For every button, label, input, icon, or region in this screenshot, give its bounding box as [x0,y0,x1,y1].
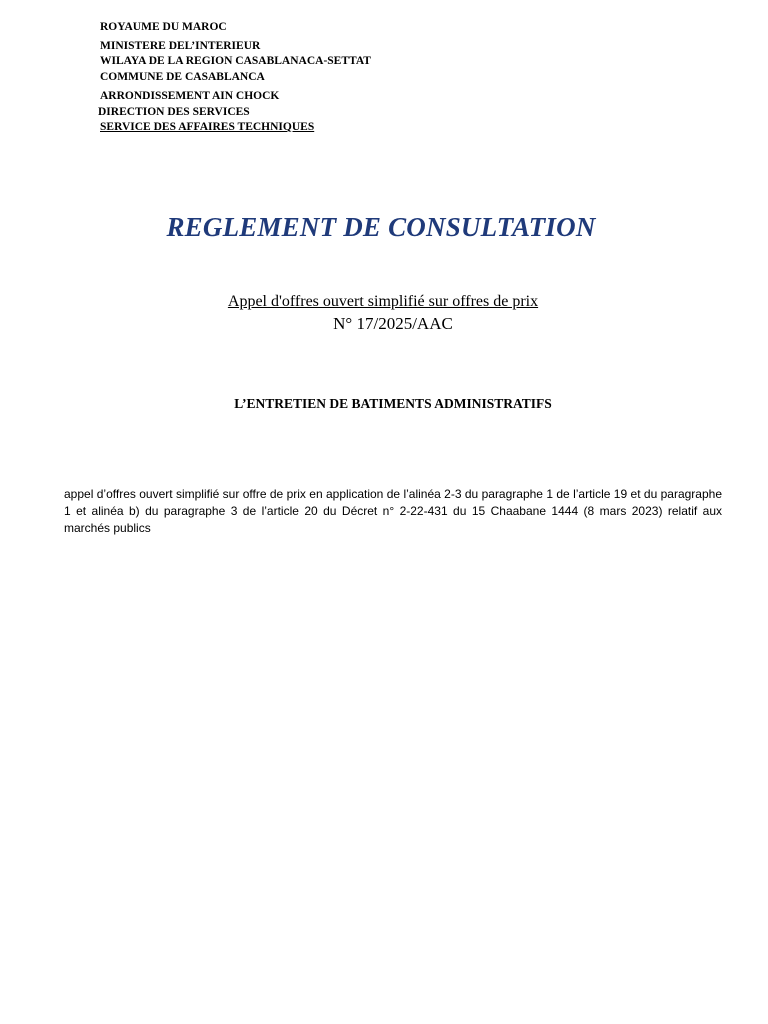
tender-reference [0,314,768,334]
tender-reference-text: N° 17/2025/AAC [333,314,453,333]
tender-object [0,396,768,412]
tender-object-text: L’ENTRETIEN DE BATIMENTS ADMINISTRATIFS [234,396,552,411]
header-direction: DIRECTION DES SERVICES [98,106,250,118]
header-ministry: MINISTERE DEL’INTERIEUR [100,40,261,52]
legal-basis-paragraph: appel d’offres ouvert simplifié sur offre de prix en application de l’alinéa 2-3 du paragraphe 1 de l’article 19 et du paragraphe 1 et alinéa b) du paragraphe 3 de l’article 20 du Décret n° 2-22-431 du 15 Chaabane 1444 (8 mars 2023) relatif aux marchés publics [64,487,722,535]
document-title [0,212,768,243]
tender-type-text: Appel d'offres ouvert simplifié sur offres de prix [227,293,539,310]
tender-type [0,293,768,311]
header-service: SERVICE DES AFFAIRES TECHNIQUES [100,121,315,133]
header-arrondissement: ARRONDISSEMENT AIN CHOCK [100,90,280,102]
header-wilaya: WILAYA DE LA REGION CASABLANACA-SETTAT [100,55,371,67]
header-commune: COMMUNE DE CASABLANCA [100,71,265,83]
header-kingdom: ROYAUME DU MAROC [100,21,227,33]
document-title-text: REGLEMENT DE CONSULTATION [166,212,596,242]
